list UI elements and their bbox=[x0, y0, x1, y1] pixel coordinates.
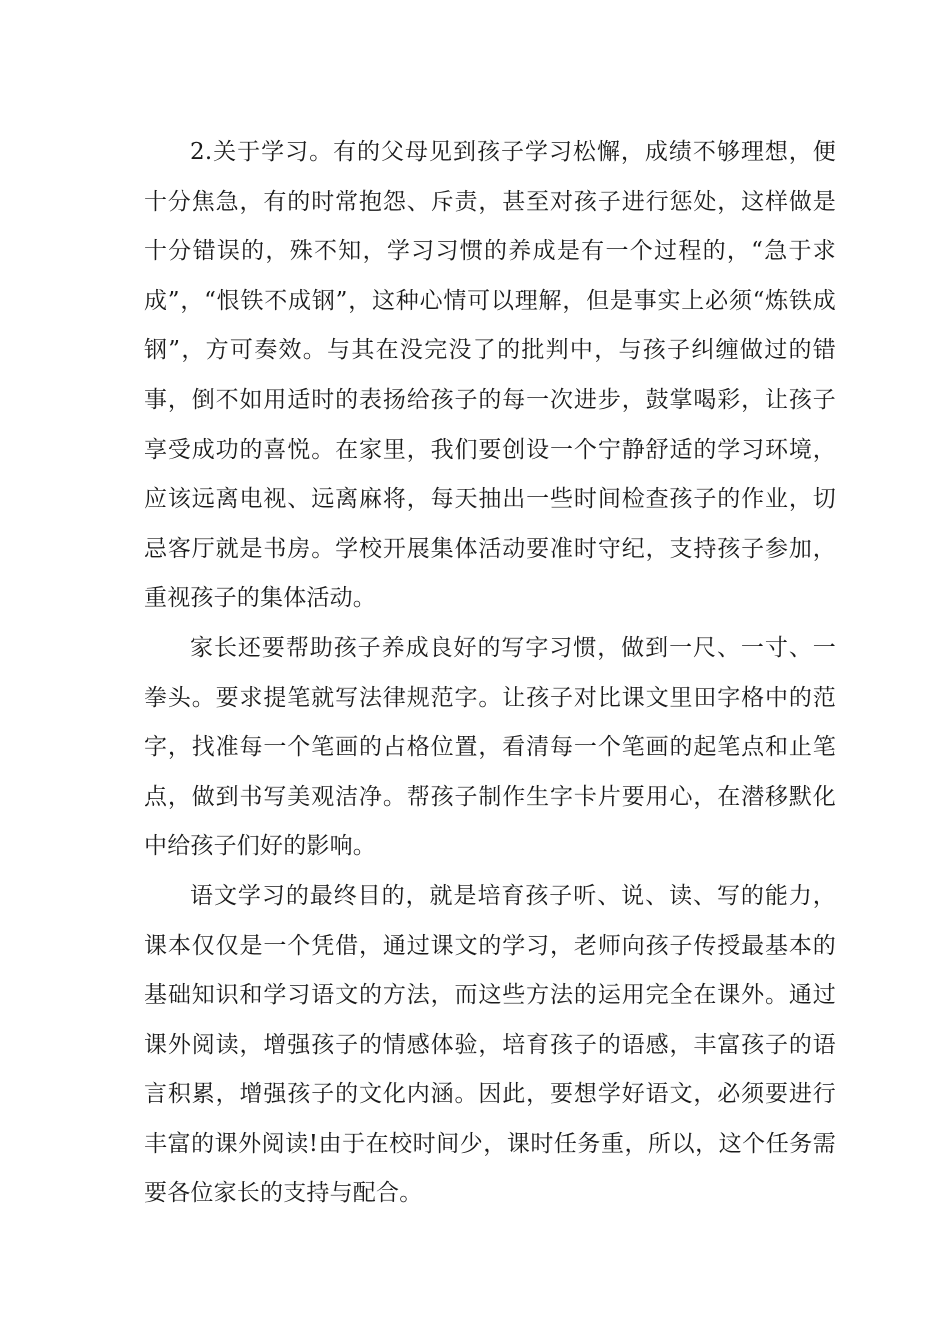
paragraph-handwriting: 家长还要帮助孩子养成良好的写字习惯，做到一尺、一寸、一拳头。要求提笔就写法律规范字。让孩子对比课文里田字格中的范字，找准每一个笔画的占格位置，看清每一个笔画的起笔点和止笔点，做到书写美观洁净。帮孩子制作生字卡片要用心，在潜移默化中给孩子们好的影响。 bbox=[144, 634, 836, 860]
paragraph-reading: 语文学习的最终目的，就是培育孩子听、说、读、写的能力，课本仅仅是一个凭借，通过课文的学习，老师向孩子传授最基本的基础知识和学习语文的方法，而这些方法的运用完全在课外。通过课外阅读，增强孩子的情感体验，培育孩子的语感，丰富孩子的语言积累，增强孩子的文化内涵。因此，要想学好语文，必须要进行丰富的课外阅读!由于在校时间少，课时任务重，所以，这个任务需要各位家长的支持与配合。 bbox=[144, 882, 836, 1207]
document-page bbox=[144, 128, 836, 1219]
paragraph-learning: 2.关于学习。有的父母见到孩子学习松懈，成绩不够理想，便十分焦急，有的时常抱怨、斥责，甚至对孩子进行惩处，这样做是十分错误的，殊不知，学习习惯的养成是有一个过程的，“急于求成”，“恨铁不成钢”，这种心情可以理解，但是事实上必须“炼铁成钢”，方可奏效。与其在没完没了的批判中，与孩子纠缠做过的错事，倒不如用适时的表扬给孩子的每一次进步，鼓掌喝彩，让孩子享受成功的喜悦。在家里，我们要创设一个宁静舒适的学习环境，应该远离电视、远离麻将，每天抽出一些时间检查孩子的作业，切忌客厅就是书房。学校开展集体活动要准时守纪，支持孩子参加，重视孩子的集体活动。 bbox=[144, 139, 836, 612]
